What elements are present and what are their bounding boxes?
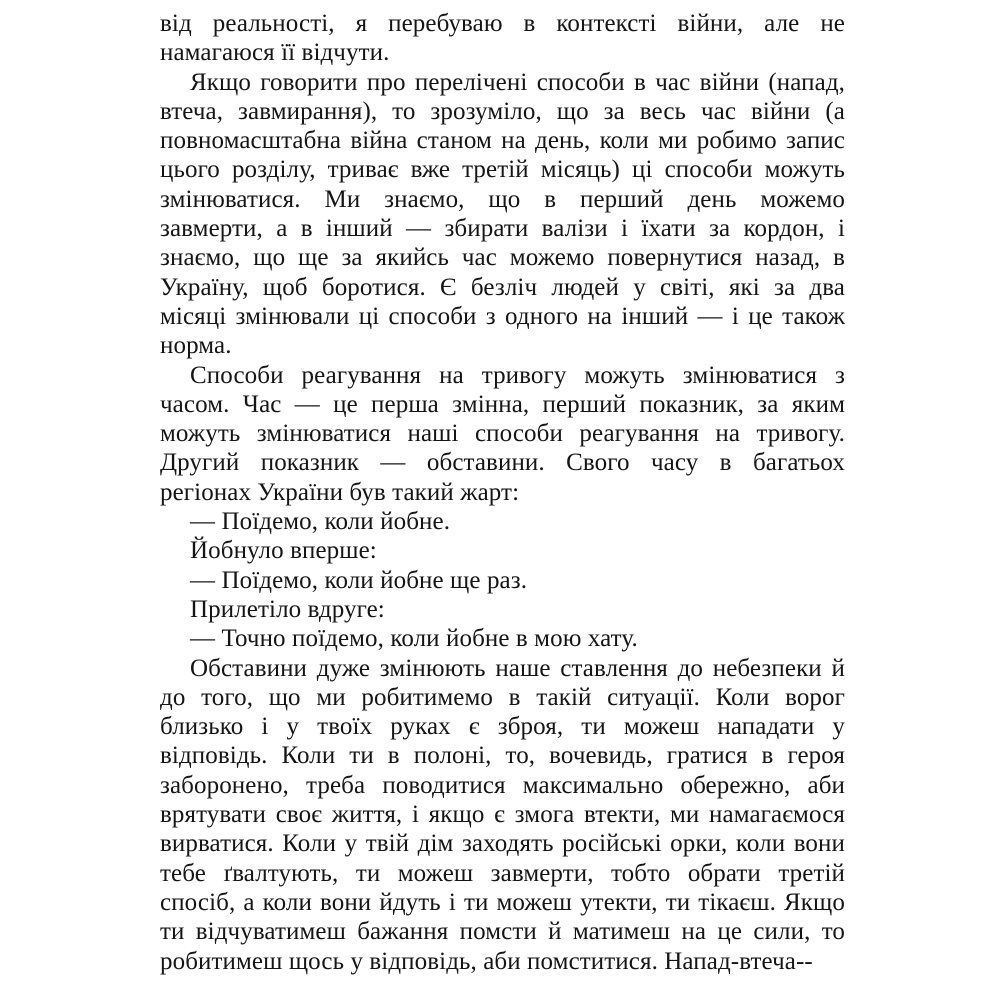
text-line: можуть змінюватися наші способи реагування на тривогу. [160,420,845,448]
text-line: спосіб, а коли вони йдуть і ти можеш утекти, ти тікаєш. Якщо [160,888,845,916]
text-line: — Поїдемо, коли йобне ще раз. [190,566,528,594]
text-line: змінюватися. Ми знаємо, що в перший день можемо [160,185,845,213]
text-line: цього розділу, триває вже третій місяць) ці способи можуть [160,156,845,184]
paragraph [160,595,845,624]
text-line: завмерти, а в інший — збирати валізи і їхати за кордон, і [160,215,845,243]
text-line: врятувати своє життя, і якщо є змога втекти, ми намагаємося [160,801,845,829]
text-line: знаємо, що ще за якийсь час можемо повернутися назад, в [160,244,845,272]
text-line: — Точно поїдемо, коли йобне в мою хату. [190,625,638,653]
paragraph [160,654,845,976]
paragraph [160,507,845,536]
text-line: робитимеш щось у відповідь, аби помститися. Напад-втеча-- [160,947,813,975]
text-line: відповідь. Коли ти в полоні, то, вочевидь, гратися в героя [160,742,845,770]
text-line: заборонено, треба поводитися максимально обережно, аби [160,771,845,799]
text-line: повномасштабна війна станом на день, коли ми робимо запис [160,127,845,155]
paragraph [160,9,845,68]
paragraph [160,624,845,653]
paragraph [160,536,845,565]
paragraph [160,68,845,361]
text-line: тебе ґвалтують, ти можеш завмерти, тобто обрати третій [160,859,845,887]
text-line: вирватися. Коли у твій дім заходять російські орки, коли вони [160,830,845,858]
text-line: регіонах України був такий жарт: [160,478,520,506]
text-line: Якщо говорити про перелічені способи в час війни (напад, [190,68,845,96]
text-line: Другий показник — обставини. Свого часу в багатьох [160,449,845,477]
text-line: Йобнуло вперше: [190,537,377,565]
text-line: Способи реагування на тривогу можуть змінюватися з [190,361,845,389]
text-block [160,9,845,976]
paragraph [160,361,845,507]
text-line: до того, що ми робитимемо в такій ситуації. Коли ворог [160,683,845,711]
text-line: Україну, щоб боротися. Є безліч людей у світі, які за два [160,273,845,301]
text-line: норма. [160,332,232,360]
text-line: ти відчуватимеш бажання помсти й матимеш на це сили, то [160,918,845,946]
text-line: від реальності, я перебуваю в контексті війни, але не [160,10,845,37]
text-line: — Поїдемо, коли йобне. [190,508,451,536]
text-line: намагаюся її відчути. [160,39,390,67]
text-line: місяці змінювали ці способи з одного на інший — і це також [160,302,845,330]
text-line: близько і у твоїх руках є зброя, ти можеш нападати у [160,713,845,741]
text-line: часом. Час — це перша змінна, перший показник, за яким [160,390,845,418]
text-line: втеча, завмирання), то зрозуміло, що за весь час війни (а [160,97,845,125]
text-line: Прилетіло вдруге: [190,595,385,623]
paragraph [160,566,845,595]
text-line: Обставини дуже змінюють наше ставлення до небезпеки й [190,654,845,682]
